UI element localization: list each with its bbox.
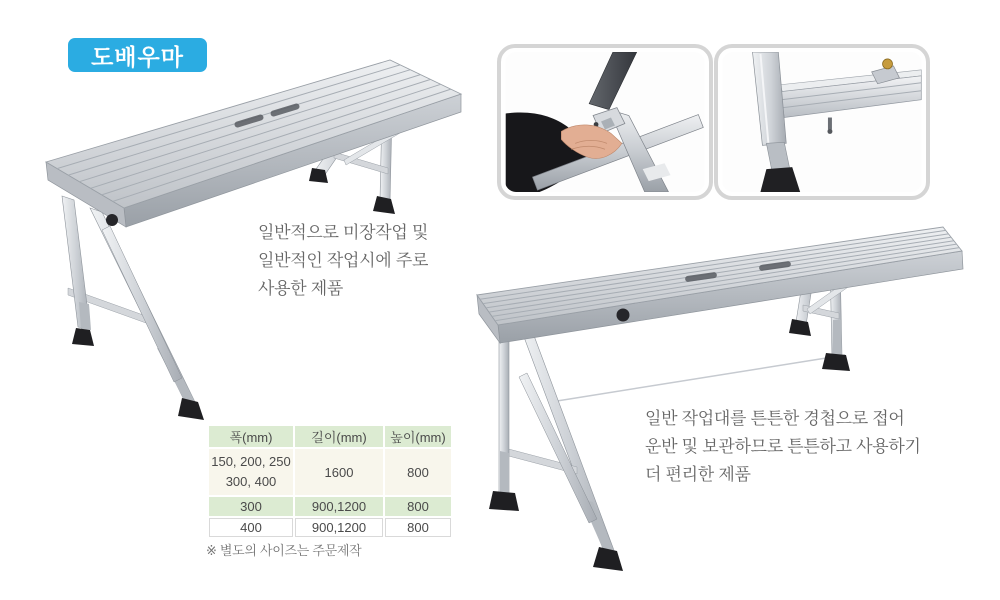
lock-knob — [106, 214, 118, 226]
spec-cell-width: 150, 200, 250 300, 400 — [209, 449, 293, 495]
spec-row — [209, 449, 451, 495]
bolt — [883, 59, 893, 69]
leg-detail-photo — [714, 44, 930, 200]
spec-cell-height: 800 — [385, 518, 451, 537]
spec-row — [209, 518, 451, 537]
description-line: 더 편리한 제품 — [645, 465, 751, 484]
description-line: 운반 및 보관하므로 튼튼하고 사용하기 — [645, 437, 921, 456]
rubber-foot — [593, 547, 623, 571]
spec-row — [209, 497, 451, 516]
spec-cell-width: 400 — [209, 518, 293, 537]
rubber-foot — [72, 328, 94, 346]
lock-knob — [617, 309, 630, 322]
product-name-badge: 도배우마 — [68, 38, 207, 72]
spec-header-row — [209, 426, 451, 447]
folding-feature-description — [645, 405, 921, 489]
spec-cell-length: 900,1200 — [295, 497, 383, 516]
spec-header-height: 높이(mm) — [385, 426, 451, 447]
spec-header-length: 길이(mm) — [295, 426, 383, 447]
rubber-foot — [373, 196, 395, 214]
hinge-detail-photo — [497, 44, 713, 200]
spec-cell-height: 800 — [385, 449, 451, 495]
rubber-foot — [789, 319, 811, 336]
rubber-foot — [178, 398, 204, 420]
locking-pin — [828, 118, 832, 130]
spec-cell-width: 300 — [209, 497, 293, 516]
spec-cell-length: 1600 — [295, 449, 383, 495]
rubber-foot — [489, 491, 519, 511]
general-use-description — [258, 219, 428, 303]
description-line: 사용한 제품 — [258, 279, 344, 298]
spec-cell-length: 900,1200 — [295, 518, 383, 537]
folding-product-photo — [465, 205, 970, 590]
spec-table — [207, 424, 453, 539]
rubber-foot — [822, 353, 850, 371]
description-line: 일반적으로 미장작업 및 — [258, 223, 429, 242]
description-line: 일반적인 작업시에 주로 — [258, 251, 429, 270]
description-line: 일반 작업대를 튼튼한 경첩으로 접어 — [645, 409, 905, 428]
spec-header-width: 폭(mm) — [209, 426, 293, 447]
custom-size-note: ※ 별도의 사이즈는 주문제작 — [206, 543, 362, 558]
spec-cell-height: 800 — [385, 497, 451, 516]
